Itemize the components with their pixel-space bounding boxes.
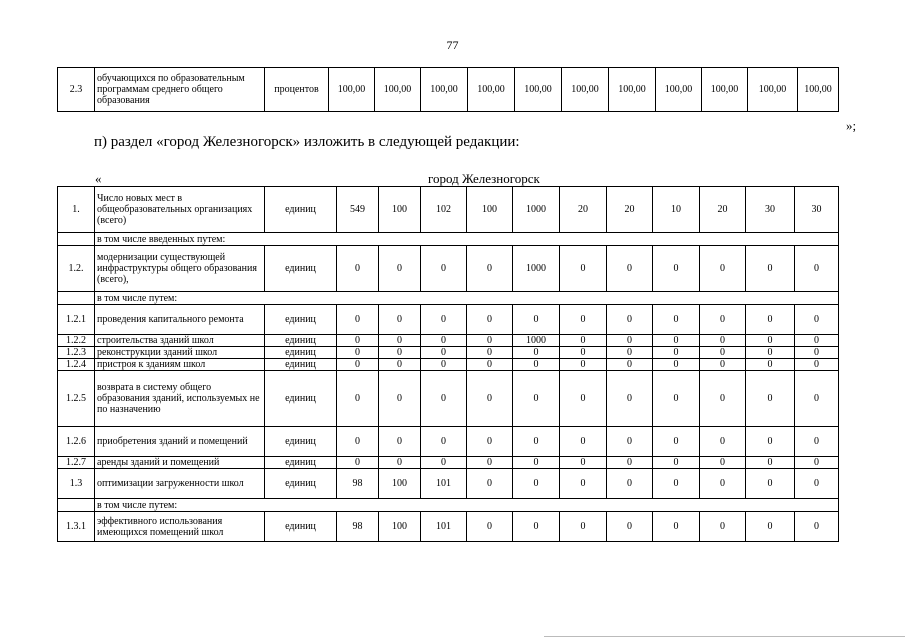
closing-quote: »; xyxy=(846,118,857,133)
value-cell: 100,00 xyxy=(702,68,748,112)
value-cell: 0 xyxy=(560,371,607,427)
top-table xyxy=(57,67,839,112)
row-name: оптимизации загруженности школ xyxy=(95,469,265,499)
value-cell: 10 xyxy=(653,187,700,233)
value-cell: 100,00 xyxy=(562,68,609,112)
row-number: 1.2. xyxy=(58,246,95,292)
value-cell: 0 xyxy=(653,347,700,359)
row-name: реконструкции зданий школ xyxy=(95,347,265,359)
value-cell: 0 xyxy=(467,335,513,347)
value-cell: 0 xyxy=(653,469,700,499)
value-cell: 0 xyxy=(560,457,607,469)
value-cell: 0 xyxy=(379,335,421,347)
subheader-label: в том числе введенных путем: xyxy=(95,233,839,246)
value-cell: 0 xyxy=(795,427,839,457)
value-cell: 0 xyxy=(337,359,379,371)
row-number: 1.2.5 xyxy=(58,371,95,427)
value-cell: 0 xyxy=(607,457,653,469)
value-cell: 20 xyxy=(560,187,607,233)
row-name: аренды зданий и помещений xyxy=(95,457,265,469)
value-cell: 0 xyxy=(467,246,513,292)
table-row xyxy=(58,512,839,542)
value-cell: 1000 xyxy=(513,187,560,233)
value-cell: 0 xyxy=(795,469,839,499)
value-cell: 100,00 xyxy=(329,68,375,112)
value-cell: 0 xyxy=(421,427,467,457)
value-cell: 0 xyxy=(467,469,513,499)
value-cell: 0 xyxy=(700,371,746,427)
value-cell: 0 xyxy=(607,371,653,427)
table-row xyxy=(58,335,839,347)
value-cell: 0 xyxy=(700,427,746,457)
value-cell: 100 xyxy=(379,187,421,233)
value-cell: 100,00 xyxy=(468,68,515,112)
value-cell: 0 xyxy=(513,347,560,359)
value-cell: 0 xyxy=(700,246,746,292)
value-cell: 0 xyxy=(379,427,421,457)
row-name: пристроя к зданиям школ xyxy=(95,359,265,371)
value-cell: 0 xyxy=(467,427,513,457)
value-cell: 0 xyxy=(513,469,560,499)
row-unit: единиц xyxy=(265,335,337,347)
subheader-row xyxy=(58,292,839,305)
value-cell: 0 xyxy=(700,335,746,347)
value-cell: 20 xyxy=(607,187,653,233)
value-cell: 30 xyxy=(795,187,839,233)
value-cell: 101 xyxy=(421,469,467,499)
value-cell: 101 xyxy=(421,512,467,542)
table-row xyxy=(58,246,839,292)
value-cell: 0 xyxy=(379,246,421,292)
value-cell: 0 xyxy=(467,371,513,427)
value-cell: 0 xyxy=(653,427,700,457)
row-number: 1.2.3 xyxy=(58,347,95,359)
value-cell: 0 xyxy=(746,305,795,335)
row-unit: единиц xyxy=(265,469,337,499)
value-cell: 0 xyxy=(795,305,839,335)
value-cell: 0 xyxy=(467,305,513,335)
city-title: город Железногорск xyxy=(428,171,540,186)
value-cell: 0 xyxy=(700,347,746,359)
value-cell: 1000 xyxy=(513,335,560,347)
value-cell: 20 xyxy=(700,187,746,233)
value-cell: 0 xyxy=(607,347,653,359)
value-cell: 0 xyxy=(653,335,700,347)
row-unit: процентов xyxy=(265,68,329,112)
value-cell: 0 xyxy=(421,246,467,292)
row-number: 1.2.7 xyxy=(58,457,95,469)
value-cell: 0 xyxy=(513,359,560,371)
row-unit: единиц xyxy=(265,347,337,359)
value-cell: 0 xyxy=(795,347,839,359)
value-cell: 0 xyxy=(746,347,795,359)
value-cell: 0 xyxy=(513,305,560,335)
value-cell: 0 xyxy=(607,512,653,542)
value-cell: 0 xyxy=(421,371,467,427)
page-number: 77 xyxy=(446,38,459,52)
row-number: 1.3 xyxy=(58,469,95,499)
row-number: 1. xyxy=(58,187,95,233)
value-cell: 0 xyxy=(700,305,746,335)
value-cell: 0 xyxy=(653,359,700,371)
row-name: проведения капитального ремонта xyxy=(95,305,265,335)
value-cell: 0 xyxy=(513,371,560,427)
table-row xyxy=(58,187,839,233)
value-cell: 0 xyxy=(795,371,839,427)
value-cell: 0 xyxy=(560,335,607,347)
value-cell: 0 xyxy=(467,457,513,469)
subheader-label: в том числе путем: xyxy=(95,292,839,305)
value-cell: 0 xyxy=(337,305,379,335)
value-cell: 1000 xyxy=(513,246,560,292)
row-unit: единиц xyxy=(265,187,337,233)
row-name: возврата в систему общего образования зданий, используемых не по назначению xyxy=(95,371,265,427)
table-row xyxy=(58,359,839,371)
row-name: строительства зданий школ xyxy=(95,335,265,347)
value-cell: 0 xyxy=(607,246,653,292)
value-cell: 0 xyxy=(653,246,700,292)
value-cell: 102 xyxy=(421,187,467,233)
value-cell: 0 xyxy=(607,427,653,457)
value-cell: 100 xyxy=(379,512,421,542)
value-cell: 0 xyxy=(467,359,513,371)
table-row xyxy=(58,305,839,335)
value-cell: 0 xyxy=(560,305,607,335)
value-cell: 0 xyxy=(746,457,795,469)
value-cell: 0 xyxy=(795,457,839,469)
value-cell: 0 xyxy=(337,427,379,457)
row-name: Число новых мест в общеобразовательных организациях (всего) xyxy=(95,187,265,233)
amendment-paragraph: п) раздел «город Железногорск» изложить в следующей редакции: xyxy=(94,134,520,150)
value-cell: 100,00 xyxy=(656,68,702,112)
value-cell: 0 xyxy=(795,359,839,371)
table-row xyxy=(58,68,839,112)
value-cell: 0 xyxy=(337,371,379,427)
value-cell: 0 xyxy=(337,457,379,469)
value-cell: 0 xyxy=(700,359,746,371)
row-name: приобретения зданий и помещений xyxy=(95,427,265,457)
table-row xyxy=(58,457,839,469)
value-cell: 0 xyxy=(795,512,839,542)
value-cell: 0 xyxy=(795,246,839,292)
value-cell: 0 xyxy=(379,457,421,469)
row-name: обучающихся по образовательным программам среднего общего образования xyxy=(95,68,265,112)
value-cell: 0 xyxy=(421,335,467,347)
empty-cell xyxy=(58,499,95,512)
row-unit: единиц xyxy=(265,371,337,427)
value-cell: 0 xyxy=(746,427,795,457)
row-unit: единиц xyxy=(265,305,337,335)
value-cell: 30 xyxy=(746,187,795,233)
value-cell: 0 xyxy=(700,469,746,499)
value-cell: 0 xyxy=(379,305,421,335)
value-cell: 0 xyxy=(421,359,467,371)
value-cell: 0 xyxy=(379,359,421,371)
value-cell: 0 xyxy=(560,427,607,457)
row-number: 2.3 xyxy=(58,68,95,112)
value-cell: 0 xyxy=(560,246,607,292)
city-table xyxy=(57,186,839,542)
value-cell: 0 xyxy=(746,359,795,371)
subheader-row xyxy=(58,233,839,246)
value-cell: 0 xyxy=(653,512,700,542)
row-unit: единиц xyxy=(265,512,337,542)
value-cell: 0 xyxy=(513,427,560,457)
opening-quote: « xyxy=(95,171,102,186)
row-number: 1.3.1 xyxy=(58,512,95,542)
subheader-label: в том числе путем: xyxy=(95,499,839,512)
value-cell: 0 xyxy=(746,246,795,292)
value-cell: 100 xyxy=(379,469,421,499)
value-cell: 0 xyxy=(379,371,421,427)
value-cell: 0 xyxy=(337,335,379,347)
value-cell: 0 xyxy=(379,347,421,359)
empty-cell xyxy=(58,233,95,246)
row-unit: единиц xyxy=(265,457,337,469)
value-cell: 0 xyxy=(746,469,795,499)
row-number: 1.2.6 xyxy=(58,427,95,457)
table-row xyxy=(58,469,839,499)
value-cell: 100,00 xyxy=(748,68,798,112)
value-cell: 0 xyxy=(421,457,467,469)
value-cell: 0 xyxy=(421,305,467,335)
value-cell: 100,00 xyxy=(609,68,656,112)
value-cell: 549 xyxy=(337,187,379,233)
value-cell: 0 xyxy=(607,335,653,347)
value-cell: 0 xyxy=(700,512,746,542)
value-cell: 0 xyxy=(513,512,560,542)
value-cell: 0 xyxy=(746,371,795,427)
value-cell: 0 xyxy=(653,305,700,335)
empty-cell xyxy=(58,292,95,305)
value-cell: 0 xyxy=(337,246,379,292)
value-cell: 0 xyxy=(467,512,513,542)
value-cell: 0 xyxy=(560,359,607,371)
value-cell: 0 xyxy=(421,347,467,359)
value-cell: 0 xyxy=(560,512,607,542)
value-cell: 100,00 xyxy=(421,68,468,112)
table-row xyxy=(58,371,839,427)
value-cell: 100 xyxy=(467,187,513,233)
value-cell: 0 xyxy=(560,347,607,359)
value-cell: 0 xyxy=(560,469,607,499)
subheader-row xyxy=(58,499,839,512)
row-number: 1.2.4 xyxy=(58,359,95,371)
value-cell: 0 xyxy=(513,457,560,469)
value-cell: 100,00 xyxy=(515,68,562,112)
table-row xyxy=(58,347,839,359)
table-row xyxy=(58,427,839,457)
row-unit: единиц xyxy=(265,359,337,371)
row-number: 1.2.1 xyxy=(58,305,95,335)
row-name: модернизации существующей инфраструктуры общего образования (всего), xyxy=(95,246,265,292)
value-cell: 98 xyxy=(337,469,379,499)
value-cell: 0 xyxy=(653,457,700,469)
value-cell: 0 xyxy=(467,347,513,359)
value-cell: 0 xyxy=(607,359,653,371)
value-cell: 0 xyxy=(337,347,379,359)
value-cell: 0 xyxy=(653,371,700,427)
value-cell: 100,00 xyxy=(798,68,839,112)
row-number: 1.2.2 xyxy=(58,335,95,347)
row-unit: единиц xyxy=(265,427,337,457)
value-cell: 100,00 xyxy=(375,68,421,112)
row-unit: единиц xyxy=(265,246,337,292)
value-cell: 0 xyxy=(795,335,839,347)
value-cell: 98 xyxy=(337,512,379,542)
value-cell: 0 xyxy=(746,335,795,347)
row-name: эффективного использования имеющихся помещений школ xyxy=(95,512,265,542)
value-cell: 0 xyxy=(746,512,795,542)
value-cell: 0 xyxy=(607,469,653,499)
value-cell: 0 xyxy=(700,457,746,469)
scan-edge xyxy=(544,636,905,637)
value-cell: 0 xyxy=(607,305,653,335)
